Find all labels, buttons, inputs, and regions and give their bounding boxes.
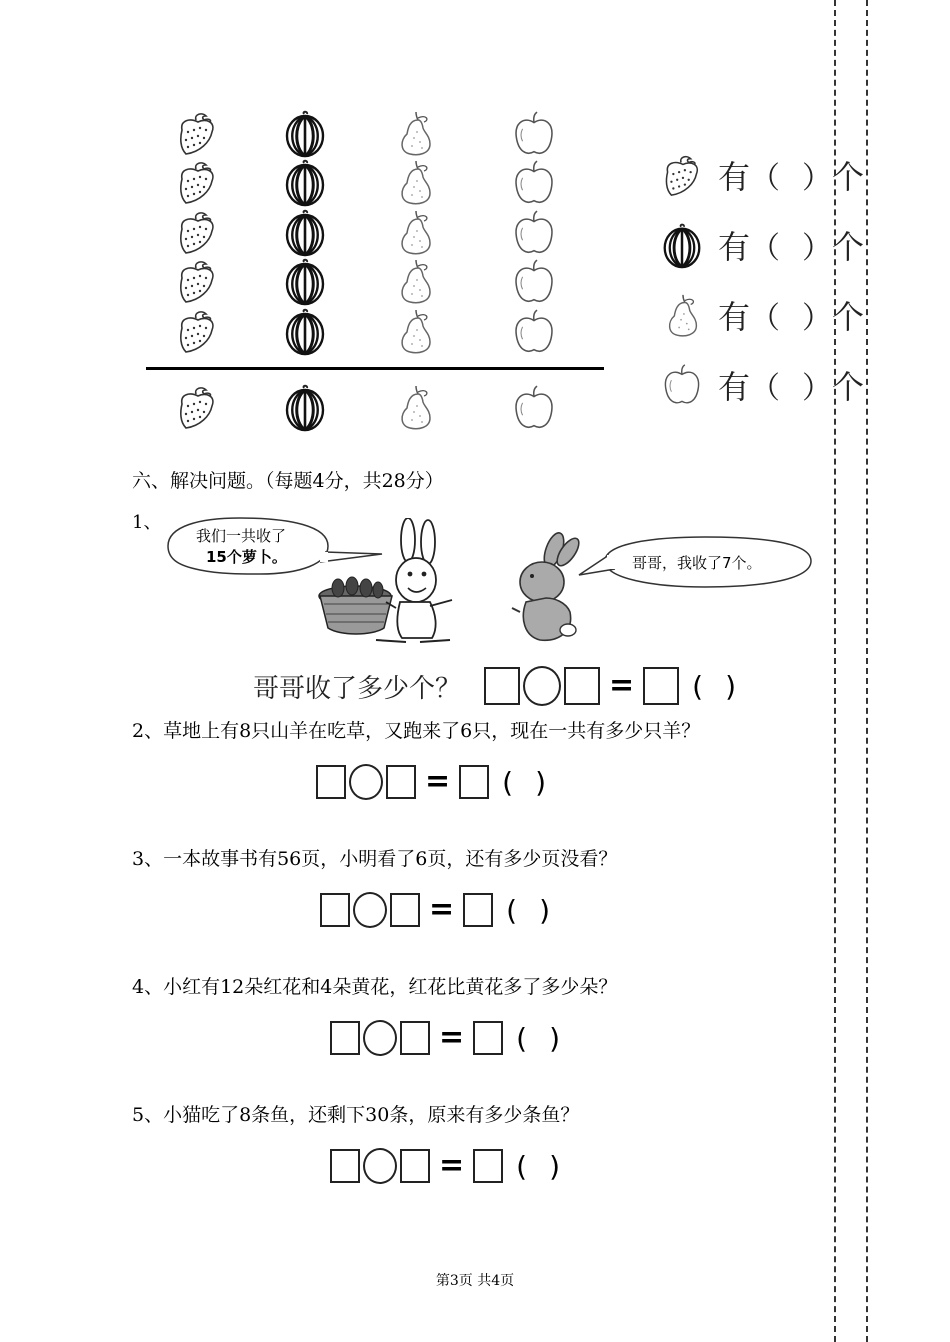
pear-icon	[658, 291, 706, 339]
question-1-prompt: 哥哥收了多少个？	[253, 674, 462, 704]
bubble-left-line1: 我们一共收了	[196, 527, 287, 545]
strawberry-icon	[172, 382, 222, 432]
pear-icon	[390, 306, 440, 356]
legend-unit: 个	[832, 158, 865, 196]
watermelon-icon	[280, 207, 330, 257]
pear-icon	[390, 108, 440, 158]
answer-blank-box[interactable]	[463, 893, 493, 927]
apple-icon	[508, 382, 560, 434]
equals-sign: =	[609, 668, 635, 703]
pear-icon	[390, 382, 440, 432]
answer-blank-open[interactable]: （	[750, 301, 781, 336]
watermelon-icon	[280, 157, 330, 207]
watermelon-icon	[280, 108, 330, 158]
strawberry-icon	[658, 151, 706, 199]
unit-blank-parens[interactable]: ()	[516, 1149, 582, 1183]
equation-blank-box[interactable]	[390, 893, 420, 927]
apple-icon	[508, 306, 560, 358]
operator-blank-circle[interactable]	[353, 892, 387, 928]
question-3-text: 3、一本故事书有56页，小明看了6页，还有多少页没看？	[132, 848, 618, 870]
equals-sign: =	[439, 1148, 465, 1183]
answer-blank-open[interactable]: （	[750, 161, 781, 196]
unit-blank-parens[interactable]: ()	[516, 1021, 582, 1055]
equation-row-3	[320, 890, 572, 930]
watermelon-icon	[280, 382, 330, 432]
fruit-divider-line	[146, 367, 604, 370]
watermelon-icon	[280, 306, 330, 356]
equation-row-2	[316, 762, 568, 802]
answer-blank-box[interactable]	[459, 765, 489, 799]
legend-unit: 个	[832, 368, 865, 406]
legend-unit: 个	[832, 298, 865, 336]
answer-blank-close: ）	[802, 161, 833, 196]
pear-icon	[390, 256, 440, 306]
legend-row-strawberry	[658, 150, 864, 200]
pear-icon	[390, 157, 440, 207]
strawberry-icon	[172, 108, 222, 158]
equals-sign: =	[429, 892, 455, 927]
legend-label: 有	[718, 228, 751, 266]
apple-icon	[508, 108, 560, 160]
equation-blank-box[interactable]	[330, 1149, 360, 1183]
watermelon-icon	[280, 256, 330, 306]
equation-blank-box[interactable]	[400, 1021, 430, 1055]
bubble-left-line2: 15个萝卜。	[206, 548, 287, 566]
unit-blank-parens[interactable]: ()	[506, 893, 572, 927]
operator-blank-circle[interactable]	[349, 764, 383, 800]
equation-blank-box[interactable]	[400, 1149, 430, 1183]
pear-icon	[390, 207, 440, 257]
operator-blank-circle[interactable]	[363, 1020, 397, 1056]
legend-label: 有	[718, 298, 751, 336]
binding-line-right	[866, 0, 868, 1342]
legend-unit: 个	[832, 228, 865, 266]
question-5-text: 5、小猫吃了8条鱼，还剩下30条，原来有多少条鱼？	[132, 1104, 580, 1126]
apple-icon	[508, 207, 560, 259]
legend-row-watermelon	[658, 220, 864, 270]
legend-label: 有	[718, 368, 751, 406]
strawberry-icon	[172, 306, 222, 356]
question-2-text: 2、草地上有8只山羊在吃草，又跑来了6只，现在一共有多少只羊？	[132, 720, 701, 742]
equation-blank-box[interactable]	[564, 667, 600, 705]
equation-row-4	[330, 1018, 582, 1058]
section-title: 六、解决问题。（每题4分，共28分）	[132, 470, 444, 492]
bubble-right-text: 哥哥，我收了7个。	[632, 554, 762, 572]
equation-blank-box[interactable]	[484, 667, 520, 705]
answer-blank-close: ）	[802, 231, 833, 266]
legend-label: 有	[718, 158, 751, 196]
binding-line-left	[834, 0, 836, 1342]
equation-blank-box[interactable]	[316, 765, 346, 799]
answer-blank-box[interactable]	[643, 667, 679, 705]
equals-sign: =	[425, 764, 451, 799]
equation-row-1	[484, 666, 758, 706]
operator-blank-circle[interactable]	[363, 1148, 397, 1184]
apple-icon	[508, 157, 560, 209]
answer-blank-box[interactable]	[473, 1021, 503, 1055]
unit-blank-parens[interactable]: ()	[502, 765, 568, 799]
equation-row-5	[330, 1146, 582, 1186]
equation-blank-box[interactable]	[330, 1021, 360, 1055]
rabbit-with-basket-illustration	[310, 518, 460, 653]
apple-icon	[658, 361, 706, 409]
page-footer: 第3页 共4页	[435, 1273, 515, 1289]
watermelon-icon	[658, 221, 706, 269]
question-4-text: 4、小红有12朵红花和4朵黄花，红花比黄花多了多少朵？	[132, 976, 618, 998]
legend-row-apple	[658, 360, 864, 410]
question-1-number: 1、	[132, 512, 162, 533]
answer-blank-close: ）	[802, 371, 833, 406]
equals-sign: =	[439, 1020, 465, 1055]
equation-blank-box[interactable]	[320, 893, 350, 927]
strawberry-icon	[172, 157, 222, 207]
operator-blank-circle[interactable]	[523, 666, 561, 706]
strawberry-icon	[172, 256, 222, 306]
equation-blank-box[interactable]	[386, 765, 416, 799]
answer-blank-open[interactable]: （	[750, 371, 781, 406]
legend-row-pear	[658, 290, 864, 340]
answer-blank-box[interactable]	[473, 1149, 503, 1183]
apple-icon	[508, 256, 560, 308]
answer-blank-close: ）	[802, 301, 833, 336]
strawberry-icon	[172, 207, 222, 257]
unit-blank-parens[interactable]: ()	[692, 669, 758, 703]
answer-blank-open[interactable]: （	[750, 231, 781, 266]
